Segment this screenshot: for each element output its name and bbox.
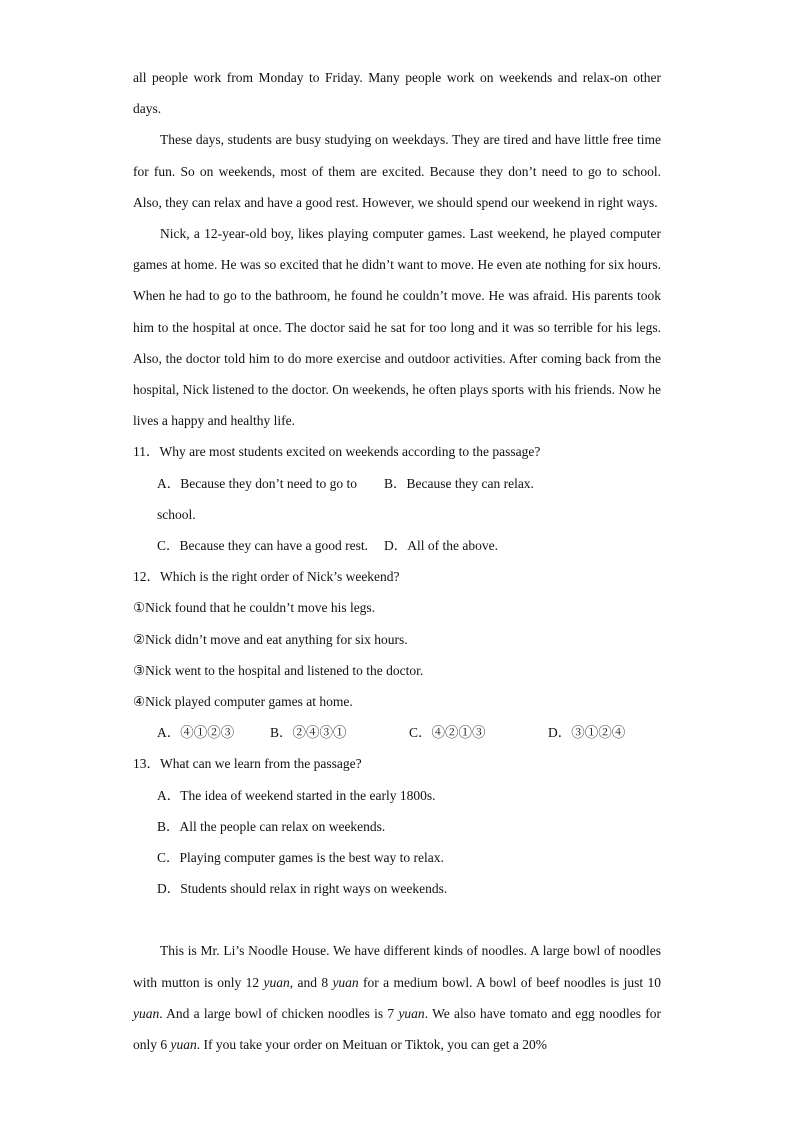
document-page (133, 62, 661, 1060)
passage2-text-3: for a medium bowl. A bowl of beef noodles is just 10 (358, 974, 661, 990)
question-12-item-1: ①Nick found that he couldn’t move his legs. (133, 600, 376, 616)
question-11-options-row-2 (133, 530, 661, 561)
passage2-text-6: . If you take your order on Meituan or Tiktok, you can get a 20% (196, 1037, 547, 1053)
question-12 (133, 561, 661, 748)
question-12-option-d: D．③①②④ (548, 725, 626, 741)
question-11-option-b: B．Because they can relax. (384, 475, 534, 491)
currency-yuan-3: yuan (133, 1005, 160, 1021)
currency-yuan-2: yuan (332, 974, 359, 990)
question-11-stem: 11．Why are most students excited on weekends according to the passage? (133, 444, 541, 460)
currency-yuan-1: yuan (263, 974, 290, 990)
question-13-option-d: D．Students should relax in right ways on weekends. (157, 881, 448, 897)
question-12-item-3: ③Nick went to the hospital and listened to the doctor. (133, 662, 424, 678)
question-11-option-d: D．All of the above. (384, 538, 498, 554)
question-13-option-a: A．The idea of weekend started in the early 1800s. (157, 787, 436, 803)
passage2-text-2: , and 8 (289, 974, 333, 990)
currency-yuan-4: yuan (398, 1005, 425, 1021)
question-13-stem: 13．What can we learn from the passage? (133, 756, 362, 772)
passage2-text-4: . And a large bowl of chicken noodles is 7 (159, 1005, 399, 1021)
question-13-option-b: B．All the people can relax on weekends. (157, 818, 386, 834)
question-12-item-2: ②Nick didn’t move and eat anything for six hours. (133, 631, 408, 647)
question-12-options-row (133, 717, 661, 748)
question-12-option-c: C．④②①③ (409, 725, 486, 741)
question-11-option-c: C．Because they can have a good rest. (157, 538, 369, 554)
question-12-option-a: A．④①②③ (157, 725, 235, 741)
passage1-paragraph-1: These days, students are busy studying on weekdays. They are tired and have little free time for fun. So on weekends, most of them are excited. Because they don’t need to go to school. Also, they can relax and have a good rest. However, we should spend our weekend in right ways. (133, 132, 661, 210)
passage2-text-1: This is Mr. Li’s Noodle House. We have different kinds of noodles. A large bowl of noodles with mutton is only 12 (133, 943, 661, 990)
question-12-option-b: B．②④③① (270, 725, 347, 741)
question-13 (133, 748, 661, 904)
question-13-option-c: C．Playing computer games is the best way to relax. (157, 850, 444, 866)
question-11 (133, 436, 661, 561)
question-12-item-4: ④Nick played computer games at home. (133, 694, 353, 710)
question-11-option-a: A．Because they don’t need to go to school. (157, 475, 357, 522)
passage2-paragraph (133, 935, 661, 1060)
section-gap (133, 904, 661, 935)
currency-yuan-5: yuan (170, 1037, 197, 1053)
passage1-paragraph-0: all people work from Monday to Friday. Many people work on weekends and relax-on other days. (133, 70, 661, 117)
passage2-text-5: . We also have tomato and egg noodles for only 6 (133, 1005, 661, 1053)
passage1-paragraph-2: Nick, a 12-year-old boy, likes playing computer games. Last weekend, he played computer games at home. He was so excited that he didn’t want to move. He even ate nothing for six hours. When he had to go to the bathroom, he found he couldn’t move. He was afraid. His parents took him to the hospital at once. The doctor said he sat for too long and it was so terrible for his legs. Also, the doctor told him to do more exercise and outdoor activities. After coming back from the hospital, Nick listened to the doctor. On weekends, he often plays sports with his friends. Now he lives a happy and healthy life. (133, 226, 661, 429)
question-12-stem: 12．Which is the right order of Nick’s weekend? (133, 569, 400, 585)
question-11-options-row-1 (133, 468, 661, 530)
